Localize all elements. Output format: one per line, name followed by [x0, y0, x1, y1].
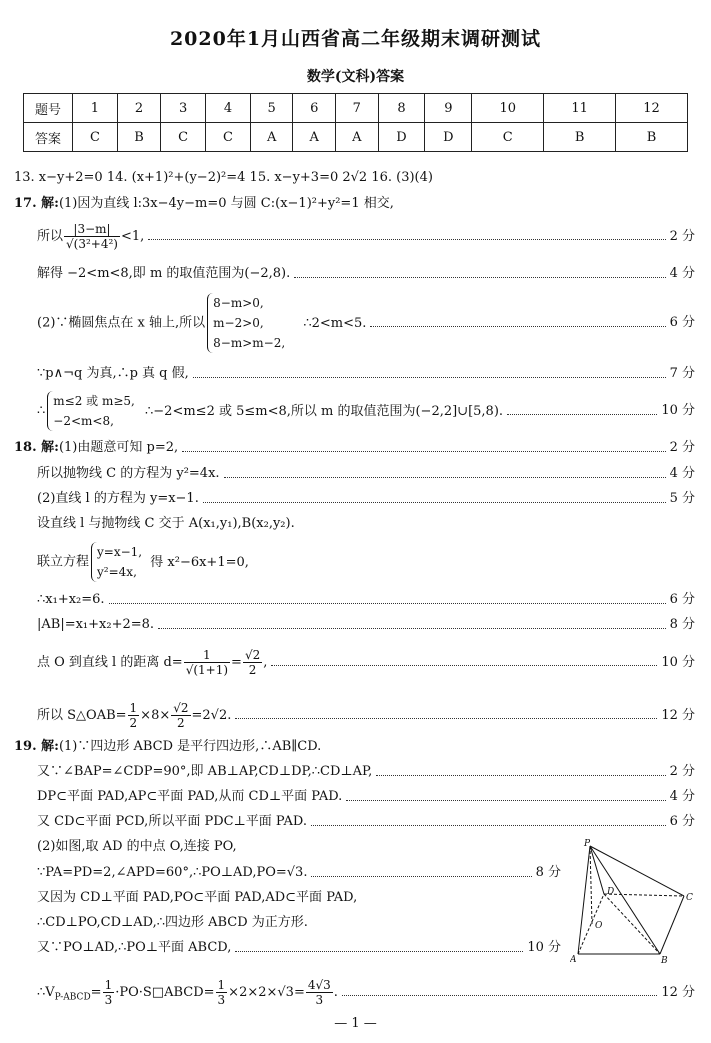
score-label: 6 分	[669, 592, 695, 607]
q19-line-4: (2)如图,取 AD 的中点 O,连接 PO,	[37, 839, 237, 854]
table-row-answers	[24, 123, 688, 152]
q18-l8-text	[37, 701, 231, 730]
q18-line-8	[37, 701, 695, 730]
q17-l1-fraction	[64, 222, 120, 251]
fraction-denominator: 2	[248, 663, 257, 677]
table-cell: B	[544, 123, 616, 152]
table-cell: 12	[616, 94, 688, 123]
score-label: 2 分	[669, 440, 695, 455]
table-cell: A	[336, 123, 379, 152]
fraction	[171, 701, 190, 730]
fraction	[184, 648, 230, 677]
dot-leader	[370, 326, 665, 327]
q18-heading-body: (1)由题意可知 p=2,	[58, 440, 179, 455]
q18-l8-post: =2√2.	[191, 708, 232, 723]
table-cell: C	[161, 123, 206, 152]
table-cell: 1	[73, 94, 118, 123]
table-cell: B	[616, 123, 688, 152]
fraction-numerator: 1	[129, 701, 138, 715]
q17-line-1	[37, 222, 695, 251]
equals-sign: =	[231, 655, 242, 670]
label-b: B	[661, 956, 668, 966]
score-label: 6 分	[669, 315, 695, 330]
q17-line-3	[37, 293, 695, 353]
q17-l5-post: ∴−2<m≤2 或 5≤m<8,所以 m 的取值范围为(−2,2]∪[5,8).	[145, 403, 504, 419]
fraction	[216, 978, 228, 1007]
q17-heading	[14, 196, 394, 212]
table-cell: 9	[425, 94, 472, 123]
q18-l5-text: ∴x₁+x₂=6.	[37, 592, 105, 607]
system-brace	[91, 542, 142, 582]
dot-leader	[507, 414, 657, 415]
table-cell: 4	[206, 94, 251, 123]
score-label: 10 分	[661, 403, 695, 418]
q19-l2-text: DP⊂平面 PAD,AP⊂平面 PAD,从而 CD⊥平面 PAD.	[37, 789, 343, 804]
label-d: D	[607, 887, 615, 897]
equals-sign: =	[90, 985, 102, 1000]
system-brace	[47, 391, 135, 431]
q19-l9-text	[37, 978, 338, 1007]
q17-l2-text: 解得 −2<m<8,即 m 的取值范围为(−2,8).	[37, 266, 291, 281]
fraction-denominator: 2	[177, 716, 185, 730]
brace-line: −2<m<8,	[53, 414, 114, 428]
score-label: 4 分	[669, 266, 695, 281]
q18-line-4	[37, 542, 249, 582]
brace-line: m≤2 或 m≥5,	[53, 394, 135, 408]
dot-leader	[342, 995, 657, 996]
q19-line-3	[37, 814, 695, 830]
table-cell: A	[293, 123, 336, 152]
q19-line-9	[37, 978, 695, 1007]
table-cell: 3	[161, 94, 206, 123]
dot-leader	[182, 451, 665, 452]
q19-heading	[14, 739, 321, 755]
table-cell: 8	[378, 94, 425, 123]
q19-number: 19. 解:	[14, 739, 59, 754]
q18-l7-pre: 点 O 到直线 l 的距离 d=	[37, 655, 183, 670]
score-label: 10 分	[527, 940, 561, 955]
table-row-numbers	[24, 94, 688, 123]
fraction-numerator: 1	[184, 648, 230, 663]
brace-line: y=x−1,	[97, 545, 143, 559]
label-a: A	[570, 955, 577, 965]
fraction-denominator: 3	[104, 993, 113, 1007]
q17-l5-text	[37, 391, 503, 431]
score-label: 6 分	[669, 814, 695, 829]
q17-l3-post: ∴2<m<5.	[303, 315, 367, 331]
dot-leader	[224, 477, 666, 478]
fraction-denominator: 2	[129, 716, 138, 730]
dot-leader	[311, 825, 666, 826]
score-label: 4 分	[669, 466, 695, 481]
fraction-denominator: 3	[315, 993, 324, 1007]
fraction	[306, 978, 333, 1007]
q19-line-8	[37, 940, 561, 956]
fraction-numerator: 4√3	[307, 978, 331, 992]
q17-line-2	[37, 266, 695, 282]
table-cell: C	[73, 123, 118, 152]
dot-leader	[203, 502, 666, 503]
q17-line-5	[37, 391, 695, 431]
fraction	[128, 701, 140, 730]
fraction-numerator: |3−m|	[64, 222, 120, 237]
fraction-denominator: 3	[217, 993, 226, 1007]
score-label: 4 分	[669, 789, 695, 804]
dot-leader	[193, 377, 666, 378]
score-label: 2 分	[669, 228, 695, 244]
table-cell: A	[250, 123, 293, 152]
dot-leader	[235, 718, 657, 719]
q17-heading-text: (1)因为直线 l:3x−4y−m=0 与圆 C:(x−1)²+y²=1 相交,	[58, 196, 394, 211]
dot-leader	[271, 665, 657, 666]
dot-leader	[346, 800, 665, 801]
table-cell: 6	[293, 94, 336, 123]
q19-line-5	[37, 865, 561, 881]
q18-l6-text: |AB|=x₁+x₂+2=8.	[37, 617, 155, 632]
q18-line-7	[37, 648, 695, 677]
q17-l1-pre: 所以	[37, 229, 64, 244]
dot-leader	[311, 876, 531, 877]
answer-table	[23, 93, 688, 152]
brace-line: 8−m>m−2,	[213, 336, 286, 350]
label-p: P	[584, 839, 591, 849]
dot-leader	[158, 628, 666, 629]
q17-l1-text	[37, 222, 144, 251]
fill-in-answers: 13. x−y+2=0 14. (x+1)²+(y−2)²=4 15. x−y+3=0 2√2 16. (3)(4)	[14, 170, 433, 185]
q17-l4-text: ∵p∧¬q 为真,∴p 真 q 假,	[37, 366, 189, 381]
fraction	[243, 648, 262, 677]
q19-l5-text: ∵PA=PD=2,∠APD=60°,∴PO⊥AD,PO=√3.	[37, 865, 308, 880]
q18-l7-text	[37, 648, 267, 677]
q17-number: 17. 解:	[14, 196, 59, 211]
system-brace	[207, 293, 285, 353]
score-label: 12 分	[661, 984, 695, 1000]
table-cell: C	[206, 123, 251, 152]
table-cell: D	[425, 123, 472, 152]
q18-l1-text: 所以抛物线 C 的方程为 y²=4x.	[37, 466, 220, 481]
q18-line-3: 设直线 l 与抛物线 C 交于 A(x₁,y₁),B(x₂,y₂).	[37, 516, 295, 531]
fraction-denominator: √(3²+4²)	[66, 237, 118, 251]
dot-leader	[235, 951, 523, 952]
score-label: 2 分	[669, 764, 695, 779]
q19-l9-post: .	[333, 985, 338, 1000]
score-label: 8 分	[669, 617, 695, 632]
table-header-answer: 答案	[24, 123, 73, 152]
q18-number: 18. 解:	[14, 440, 59, 455]
brace-line: m−2>0,	[213, 316, 264, 330]
q17-l3-pre: (2)∵椭圆焦点在 x 轴上,所以	[37, 315, 206, 331]
q18-l2-text: (2)直线 l 的方程为 y=x−1.	[37, 491, 199, 506]
table-cell: 2	[117, 94, 160, 123]
score-label: 5 分	[669, 491, 695, 506]
brace-line: y²=4x,	[97, 565, 137, 579]
fraction-denominator: √(1+1)	[185, 663, 229, 677]
q19-l8-text: 又∵PO⊥AD,∴PO⊥平面 ABCD,	[37, 940, 232, 955]
table-cell: B	[117, 123, 160, 152]
dot-leader	[294, 277, 665, 278]
q19-l1-text: 又∵∠BAP=∠CDP=90°,即 AB⊥AP,CD⊥DP,∴CD⊥AP,	[37, 764, 373, 779]
q17-line-4	[37, 366, 695, 382]
q19-l9-mid2: ×2×2×√3=	[228, 985, 305, 1000]
q18-heading	[14, 440, 695, 456]
q19-l3-text: 又 CD⊂平面 PCD,所以平面 PDC⊥平面 PAD.	[37, 814, 307, 829]
page-title: 2020年1月山西省高二年级期末调研测试	[169, 28, 542, 50]
score-label: 10 分	[661, 654, 695, 670]
table-cell: 11	[544, 94, 616, 123]
table-cell: C	[472, 123, 544, 152]
score-label: 8 分	[535, 865, 561, 880]
q17-l1-post: <1,	[120, 229, 145, 244]
q19-l9-pre: ∴V	[37, 985, 55, 1000]
table-cell: D	[378, 123, 425, 152]
dot-leader	[376, 775, 665, 776]
q17-l5-pre: ∴	[37, 403, 46, 419]
table-cell: 5	[250, 94, 293, 123]
table-cell: 10	[472, 94, 544, 123]
q18-heading-text	[14, 440, 178, 456]
q19-line-7: ∴CD⊥PO,CD⊥AD,∴四边形 ABCD 为正方形.	[37, 915, 308, 930]
dot-leader	[148, 239, 665, 240]
q18-line-1	[37, 466, 695, 482]
label-c: C	[686, 893, 693, 903]
q18-l7-post: ,	[263, 655, 268, 670]
score-label: 7 分	[669, 366, 695, 381]
q18-l4-post: 得 x²−6x+1=0,	[150, 554, 249, 570]
page-number: — 1 —	[334, 1016, 377, 1031]
q19-heading-text: (1)∵四边形 ABCD 是平行四边形,∴AB∥CD.	[58, 739, 322, 754]
q19-line-6: 又因为 CD⊥平面 PAD,PO⊂平面 PAD,AD⊂平面 PAD,	[37, 890, 358, 905]
q19-l9-mid: ·PO·S□ABCD=	[115, 985, 215, 1000]
q19-line-2	[37, 789, 695, 805]
fraction-numerator: √2	[244, 648, 261, 662]
score-label: 12 分	[661, 707, 695, 723]
fraction-numerator: 1	[104, 978, 113, 992]
fraction-numerator: √2	[173, 701, 189, 715]
table-header-number: 题号	[24, 94, 73, 123]
q18-line-6	[37, 617, 695, 633]
q18-line-2	[37, 491, 695, 507]
q19-l9-subscript: P-ABCD	[54, 992, 91, 1003]
page-subtitle: 数学(文科)答案	[306, 69, 405, 85]
fraction-numerator: 1	[217, 978, 226, 992]
q18-l8-pre: 所以 S△OAB=	[37, 708, 127, 723]
q19-line-1	[37, 764, 695, 780]
dot-leader	[109, 603, 666, 604]
q18-l8-mid: ×8×	[140, 708, 171, 723]
fraction	[103, 978, 115, 1007]
pyramid-figure	[570, 836, 700, 966]
label-o: O	[595, 921, 603, 931]
table-cell: 7	[336, 94, 379, 123]
q18-line-5	[37, 592, 695, 608]
brace-line: 8−m>0,	[213, 296, 264, 310]
q18-l4-pre: 联立方程	[37, 554, 90, 570]
q17-l3-text	[37, 293, 366, 353]
